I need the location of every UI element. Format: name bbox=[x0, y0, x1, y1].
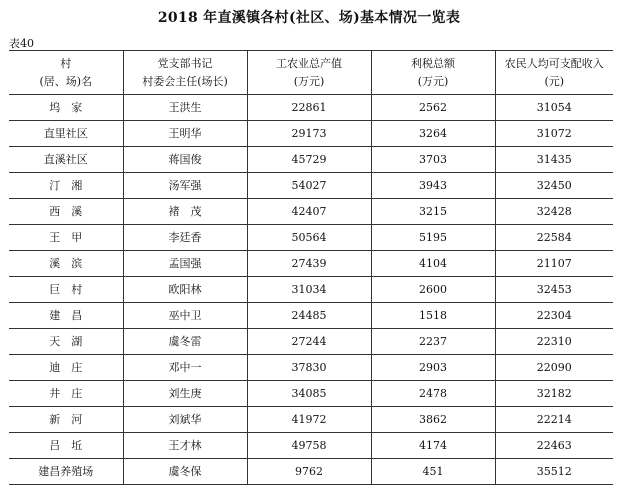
table-row bbox=[9, 277, 613, 303]
column-header-income bbox=[495, 51, 613, 95]
cell-income: 22304 bbox=[495, 303, 613, 329]
cell-secretary: 孟国强 bbox=[123, 251, 247, 277]
cell-village: 新 河 bbox=[9, 407, 123, 433]
header-line: (居、场)名 bbox=[39, 74, 93, 88]
cell-secretary: 虞冬雷 bbox=[123, 329, 247, 355]
cell-income: 21107 bbox=[495, 251, 613, 277]
cell-village: 西 溪 bbox=[9, 199, 123, 225]
cell-income: 31435 bbox=[495, 147, 613, 173]
cell-output-value: 34085 bbox=[247, 381, 371, 407]
cell-village: 汀 湘 bbox=[9, 173, 123, 199]
table-number: 表40 bbox=[9, 37, 34, 50]
header-line: 利税总额 bbox=[411, 56, 455, 70]
cell-tax-total: 4174 bbox=[371, 433, 495, 459]
header-line: (元) bbox=[544, 74, 565, 88]
cell-tax-total: 1518 bbox=[371, 303, 495, 329]
cell-secretary: 褚 茂 bbox=[123, 199, 247, 225]
cell-secretary: 虞冬保 bbox=[123, 459, 247, 485]
cell-secretary: 李廷香 bbox=[123, 225, 247, 251]
cell-village: 天 湖 bbox=[9, 329, 123, 355]
header-line: 村 bbox=[60, 56, 72, 70]
cell-output-value: 54027 bbox=[247, 173, 371, 199]
cell-output-value: 9762 bbox=[247, 459, 371, 485]
column-header-secretary bbox=[123, 51, 247, 95]
cell-village: 王 甲 bbox=[9, 225, 123, 251]
cell-village: 坞 家 bbox=[9, 95, 123, 121]
cell-secretary: 蒋国俊 bbox=[123, 147, 247, 173]
cell-village: 巨 村 bbox=[9, 277, 123, 303]
table-row bbox=[9, 251, 613, 277]
cell-village: 溪 滨 bbox=[9, 251, 123, 277]
column-header-village bbox=[9, 51, 123, 95]
cell-tax-total: 2562 bbox=[371, 95, 495, 121]
cell-tax-total: 3215 bbox=[371, 199, 495, 225]
cell-tax-total: 4104 bbox=[371, 251, 495, 277]
table-container bbox=[9, 50, 613, 485]
header-line: 党支部书记 bbox=[157, 56, 213, 70]
cell-tax-total: 3862 bbox=[371, 407, 495, 433]
cell-income: 32182 bbox=[495, 381, 613, 407]
cell-income: 32428 bbox=[495, 199, 613, 225]
header-line: (万元) bbox=[417, 74, 449, 88]
table-header bbox=[9, 51, 613, 95]
cell-secretary: 汤军强 bbox=[123, 173, 247, 199]
cell-tax-total: 2600 bbox=[371, 277, 495, 303]
cell-income: 32450 bbox=[495, 173, 613, 199]
cell-output-value: 42407 bbox=[247, 199, 371, 225]
column-header-output-value bbox=[247, 51, 371, 95]
table-row bbox=[9, 381, 613, 407]
table-row bbox=[9, 329, 613, 355]
cell-tax-total: 451 bbox=[371, 459, 495, 485]
cell-output-value: 31034 bbox=[247, 277, 371, 303]
cell-secretary: 王才林 bbox=[123, 433, 247, 459]
cell-income: 22463 bbox=[495, 433, 613, 459]
cell-output-value: 27244 bbox=[247, 329, 371, 355]
table-row bbox=[9, 355, 613, 381]
table-row bbox=[9, 225, 613, 251]
cell-village: 建昌养殖场 bbox=[9, 459, 123, 485]
cell-output-value: 27439 bbox=[247, 251, 371, 277]
table-row bbox=[9, 303, 613, 329]
cell-village: 建 昌 bbox=[9, 303, 123, 329]
cell-secretary: 巫中卫 bbox=[123, 303, 247, 329]
cell-income: 22090 bbox=[495, 355, 613, 381]
header-line: (万元) bbox=[293, 74, 325, 88]
cell-income: 22584 bbox=[495, 225, 613, 251]
cell-tax-total: 3943 bbox=[371, 173, 495, 199]
table-row bbox=[9, 147, 613, 173]
header-line: 村委会主任(场长) bbox=[142, 74, 228, 88]
header-line: 农民人均可支配收入 bbox=[504, 56, 604, 70]
cell-output-value: 37830 bbox=[247, 355, 371, 381]
cell-tax-total: 2478 bbox=[371, 381, 495, 407]
cell-tax-total: 3703 bbox=[371, 147, 495, 173]
cell-village: 吕 坵 bbox=[9, 433, 123, 459]
table-row bbox=[9, 199, 613, 225]
column-header-tax-total bbox=[371, 51, 495, 95]
cell-tax-total: 2903 bbox=[371, 355, 495, 381]
cell-secretary: 王洪生 bbox=[123, 95, 247, 121]
cell-village: 井 庄 bbox=[9, 381, 123, 407]
cell-secretary: 邓中一 bbox=[123, 355, 247, 381]
cell-output-value: 29173 bbox=[247, 121, 371, 147]
header-row bbox=[9, 51, 613, 95]
cell-output-value: 45729 bbox=[247, 147, 371, 173]
cell-village: 迪 庄 bbox=[9, 355, 123, 381]
cell-output-value: 24485 bbox=[247, 303, 371, 329]
table-body bbox=[9, 95, 613, 485]
cell-income: 22214 bbox=[495, 407, 613, 433]
cell-village: 直溪社区 bbox=[9, 147, 123, 173]
table-row bbox=[9, 459, 613, 485]
header-line: 工农业总产值 bbox=[276, 56, 342, 70]
cell-income: 22310 bbox=[495, 329, 613, 355]
cell-income: 31072 bbox=[495, 121, 613, 147]
cell-output-value: 49758 bbox=[247, 433, 371, 459]
cell-tax-total: 3264 bbox=[371, 121, 495, 147]
village-basic-info-table bbox=[9, 50, 613, 485]
table-row bbox=[9, 173, 613, 199]
cell-output-value: 50564 bbox=[247, 225, 371, 251]
cell-secretary: 欧阳林 bbox=[123, 277, 247, 303]
cell-village: 直里社区 bbox=[9, 121, 123, 147]
table-row bbox=[9, 121, 613, 147]
cell-output-value: 22861 bbox=[247, 95, 371, 121]
cell-tax-total: 5195 bbox=[371, 225, 495, 251]
page-title: 2018 年直溪镇各村(社区、场)基本情况一览表 bbox=[157, 10, 461, 26]
cell-output-value: 41972 bbox=[247, 407, 371, 433]
cell-tax-total: 2237 bbox=[371, 329, 495, 355]
table-row bbox=[9, 407, 613, 433]
cell-income: 35512 bbox=[495, 459, 613, 485]
cell-income: 31054 bbox=[495, 95, 613, 121]
table-row bbox=[9, 95, 613, 121]
cell-secretary: 刘生庚 bbox=[123, 381, 247, 407]
cell-secretary: 刘斌华 bbox=[123, 407, 247, 433]
cell-secretary: 王明华 bbox=[123, 121, 247, 147]
cell-income: 32453 bbox=[495, 277, 613, 303]
